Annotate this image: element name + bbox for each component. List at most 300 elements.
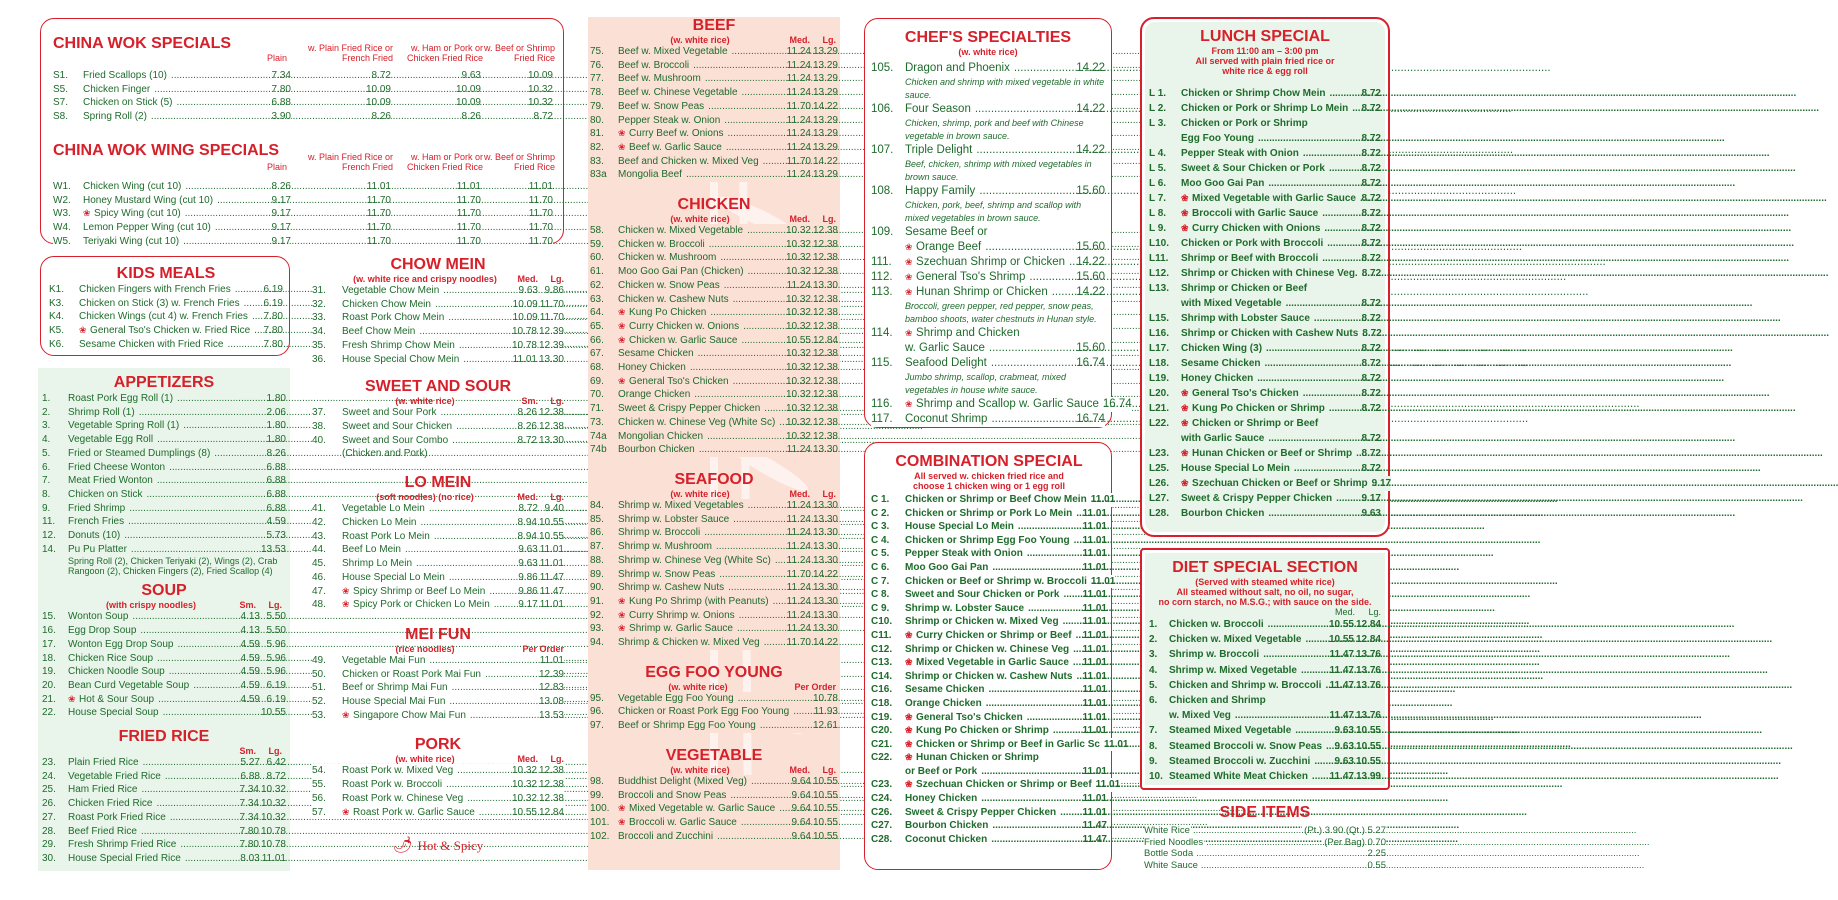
item-name-text: Curry Shrimp w. Onions bbox=[629, 609, 735, 621]
list-item bbox=[871, 575, 1107, 589]
item-number: 87. bbox=[590, 541, 604, 553]
list-item bbox=[53, 96, 553, 110]
item-name bbox=[905, 819, 1081, 833]
chefs-subtitle: (w. white rice) bbox=[958, 47, 1018, 57]
vg-size-lg: Lg. bbox=[822, 764, 836, 775]
list-item bbox=[1149, 769, 1381, 784]
item-name bbox=[1181, 311, 1360, 326]
item-number: 8. bbox=[42, 488, 51, 500]
item-name bbox=[1169, 693, 1325, 708]
chili-icon: ❀ bbox=[342, 709, 353, 720]
list-item bbox=[590, 155, 838, 169]
list-item bbox=[590, 347, 838, 361]
item-name-text: Beef w. Chinese Vegetable bbox=[618, 87, 738, 99]
list-item bbox=[590, 72, 838, 86]
item-name bbox=[618, 719, 811, 733]
item-name bbox=[618, 168, 781, 182]
item-name-text: General Tso's Chicken bbox=[629, 375, 729, 387]
list-item bbox=[871, 225, 1105, 240]
chili-icon: ❀ bbox=[905, 272, 916, 282]
list-item bbox=[590, 416, 838, 430]
list-item bbox=[1149, 663, 1381, 678]
beef-title: BEEF bbox=[692, 17, 736, 34]
item-name bbox=[342, 709, 537, 723]
list-item bbox=[871, 270, 1105, 285]
item-name bbox=[342, 778, 507, 792]
item-name bbox=[68, 652, 234, 666]
list-item bbox=[590, 816, 838, 830]
item-name-text: Honey Chicken bbox=[1181, 373, 1254, 384]
item-number: 79. bbox=[590, 100, 604, 112]
item-name-text: Roast Pork Fried Rice bbox=[68, 811, 166, 823]
item-name bbox=[342, 598, 508, 612]
item-number: L22. bbox=[1149, 418, 1170, 429]
item-number: K6. bbox=[49, 338, 65, 350]
list-item bbox=[871, 765, 1107, 779]
item-number: 38. bbox=[312, 420, 326, 432]
list-item bbox=[590, 443, 838, 457]
item-name bbox=[83, 96, 255, 110]
list-item bbox=[590, 554, 838, 568]
item-name-text: Beef w. Mixed Vegetable bbox=[618, 46, 728, 57]
item-number: L13. bbox=[1149, 283, 1170, 294]
list-item bbox=[871, 602, 1107, 616]
list-item bbox=[871, 751, 1107, 765]
item-name-text: Dragon and Phoenix bbox=[905, 62, 1010, 74]
item-number: 20. bbox=[42, 679, 56, 691]
item-name bbox=[618, 499, 781, 513]
item-name bbox=[905, 326, 1103, 341]
pork-subtitle: (w. white rice) bbox=[395, 754, 455, 765]
item-name bbox=[618, 155, 781, 169]
item-name-text: Shrimp w. Mixed Vegetables bbox=[618, 499, 744, 511]
item-name-text: Broccoli with Garlic Sauce bbox=[1192, 208, 1319, 219]
item-number: 47. bbox=[312, 585, 326, 597]
item-name bbox=[618, 443, 781, 457]
item-number: 26. bbox=[42, 798, 56, 810]
item-name-text: Steamed Broccoli w. Zucchini bbox=[1169, 755, 1311, 767]
item-number: 98. bbox=[590, 775, 604, 787]
item-number: 83. bbox=[590, 155, 604, 167]
list-item bbox=[42, 679, 286, 693]
list-item bbox=[590, 636, 838, 650]
item-number: L19. bbox=[1149, 373, 1170, 384]
lunch-subtitle-1: From 11:00 am – 3:00 pm bbox=[1211, 46, 1319, 56]
ck-size-med: Med. bbox=[789, 214, 810, 225]
item-number: S7. bbox=[53, 97, 69, 109]
china-wok-specials-title: CHINA WOK SPECIALS bbox=[53, 35, 232, 52]
list-item bbox=[49, 338, 283, 352]
lunch-subtitle-3: white rice & egg roll bbox=[1222, 66, 1308, 76]
item-name-text: Szechuan Chicken or Beef or Shrimp bbox=[1192, 478, 1368, 489]
item-name bbox=[1181, 116, 1379, 131]
item-number: C22. bbox=[871, 752, 893, 764]
item-name bbox=[618, 609, 781, 623]
item-number bbox=[1149, 296, 1181, 311]
item-number: 45. bbox=[312, 558, 326, 570]
item-name-text: Beef Lo Mein bbox=[342, 544, 401, 556]
list-item bbox=[312, 434, 564, 448]
item-name bbox=[618, 568, 781, 582]
list-item bbox=[871, 507, 1107, 521]
item-number: C 4. bbox=[871, 534, 890, 546]
item-name bbox=[618, 430, 781, 444]
diet-size-med: Med. bbox=[1334, 607, 1355, 617]
item-name bbox=[1169, 739, 1324, 754]
bf-size-lg: Lg. bbox=[822, 35, 836, 45]
chili-icon: ❀ bbox=[1181, 208, 1192, 218]
item-name bbox=[1181, 296, 1360, 311]
chili-icon: ❀ bbox=[905, 629, 916, 640]
item-number: 94. bbox=[590, 637, 604, 649]
item-name bbox=[1181, 461, 1360, 476]
beef-subtitle: (w. white rice) bbox=[670, 35, 730, 45]
item-name bbox=[618, 775, 781, 789]
list-item bbox=[1149, 326, 1381, 341]
item-name-text: Roast Pork w. Mixed Veg bbox=[342, 765, 454, 777]
item-name-text: Shrimp Lo Mein bbox=[342, 558, 413, 570]
item-number: 65. bbox=[590, 320, 604, 332]
item-name-text: Chicken and Shrimp w. Broccoli bbox=[1169, 679, 1322, 691]
item-name-text: Sesame Chicken bbox=[905, 684, 985, 696]
item-name bbox=[905, 765, 1081, 779]
bf-size-med: Med. bbox=[789, 35, 810, 45]
item-name-text: Curry Beef w. Onions bbox=[629, 128, 724, 140]
item-number: 53. bbox=[312, 709, 326, 721]
item-name bbox=[905, 806, 1081, 820]
list-item bbox=[590, 568, 838, 582]
item-name-text: House Special Lo Mein bbox=[342, 571, 445, 583]
item-number: C 7. bbox=[871, 575, 890, 587]
center-pink-panel bbox=[588, 17, 840, 870]
list-item bbox=[871, 738, 1107, 752]
item-name-text: Sesame Chicken bbox=[1181, 358, 1261, 369]
item-name-text: Chicken w. Snow Peas bbox=[618, 279, 720, 291]
item-name bbox=[68, 706, 233, 720]
item-number: C 2. bbox=[871, 507, 890, 519]
item-name-text: Hot & Sour Soup bbox=[79, 693, 155, 705]
item-number: 97. bbox=[590, 720, 604, 732]
chili-icon: ❀ bbox=[342, 599, 353, 610]
list-item bbox=[590, 789, 838, 803]
item-name bbox=[68, 756, 234, 770]
chili-icon: ❀ bbox=[905, 779, 916, 790]
list-item bbox=[53, 110, 553, 124]
item-name bbox=[1181, 236, 1360, 251]
item-name-text: Seafood Delight bbox=[905, 357, 987, 369]
item-name bbox=[618, 306, 781, 320]
item-name-text: Moo Goo Gai Pan bbox=[905, 561, 989, 573]
list-item bbox=[42, 693, 286, 707]
item-name-text: Chicken on Stick (5) bbox=[83, 97, 173, 109]
item-name-text: Shrimp & Chicken w. Mixed Veg bbox=[618, 637, 760, 649]
item-price bbox=[1103, 225, 1105, 240]
item-name bbox=[68, 529, 265, 543]
combo-title: COMBINATION SPECIAL bbox=[895, 453, 1083, 470]
list-item bbox=[1149, 206, 1381, 221]
efy-size-label: Per Order bbox=[794, 681, 836, 692]
item-name-text: Roast Pork Lo Mein bbox=[342, 530, 430, 542]
item-name-text: Spicy Wing (cut 10) bbox=[94, 208, 181, 220]
item-name bbox=[1181, 251, 1360, 266]
list-item bbox=[1149, 311, 1381, 326]
lm-size-lg: Lg. bbox=[550, 492, 564, 503]
chili-icon: ❀ bbox=[68, 693, 79, 704]
soup-size-lg: Lg. bbox=[268, 600, 282, 611]
chow-mein-list bbox=[312, 284, 564, 366]
item-name-text: Beef Fried Rice bbox=[68, 825, 137, 837]
item-name-text: Ham Fried Rice bbox=[68, 784, 138, 796]
item-name bbox=[68, 461, 265, 475]
item-number: 64. bbox=[590, 307, 604, 319]
item-name bbox=[342, 284, 508, 298]
item-name-text: Chicken or Beef or Shrimp w. Broccoli bbox=[905, 575, 1087, 587]
item-number: C 8. bbox=[871, 589, 890, 601]
chefs-list bbox=[871, 61, 1105, 427]
list-item bbox=[590, 59, 838, 73]
item-name bbox=[342, 695, 537, 709]
list-item bbox=[312, 571, 564, 585]
list-item bbox=[871, 341, 1105, 356]
item-number: S5. bbox=[53, 83, 69, 95]
list-item bbox=[42, 811, 286, 825]
list-item bbox=[590, 361, 838, 375]
list-item bbox=[312, 792, 564, 806]
combo-subtitle-2: choose 1 chicken wing or 1 egg roll bbox=[912, 481, 1066, 491]
item-number: 33. bbox=[312, 312, 326, 324]
item-number: 15. bbox=[42, 611, 56, 623]
item-name bbox=[342, 543, 508, 557]
item-name bbox=[1181, 221, 1360, 236]
item-name-text: Shrimp or Chicken w. Chinese Veg bbox=[905, 643, 1070, 655]
item-number: L 9. bbox=[1149, 223, 1167, 234]
list-item bbox=[590, 100, 838, 114]
item-name-text: Shrimp w. Cashew Nuts bbox=[618, 582, 725, 594]
item-name bbox=[618, 100, 781, 114]
item-name-text: Chicken w. Mixed Vegetable bbox=[618, 225, 744, 237]
item-number: 31. bbox=[312, 285, 326, 296]
item-number: 81. bbox=[590, 128, 604, 140]
item-number: 78. bbox=[590, 87, 604, 99]
list-item bbox=[1144, 860, 1386, 872]
chicken-subtitle: (w. white rice) bbox=[670, 214, 730, 225]
item-number: L 4. bbox=[1149, 148, 1167, 159]
item-number: 52. bbox=[312, 696, 326, 708]
item-name bbox=[905, 61, 1074, 76]
list-item bbox=[590, 402, 838, 416]
item-name-text: Shrimp w. Broccoli bbox=[1169, 649, 1260, 661]
item-name-text: Shrimp Roll (1) bbox=[68, 406, 135, 418]
item-name bbox=[618, 513, 781, 527]
item-name-text: Broccoli and Zucchini bbox=[618, 830, 714, 842]
soup-title: SOUP bbox=[141, 582, 187, 600]
list-item bbox=[1149, 146, 1381, 161]
list-item bbox=[1149, 693, 1381, 708]
item-number: 113. bbox=[871, 286, 893, 298]
item-number: 25. bbox=[42, 784, 56, 796]
list-item bbox=[312, 709, 564, 723]
item-number: 59. bbox=[590, 238, 604, 250]
fr-size-lg: Lg. bbox=[268, 746, 282, 757]
item-name bbox=[68, 838, 233, 852]
chili-icon: ❀ bbox=[905, 725, 916, 736]
item-name-text: Hunan Chicken or Shrimp bbox=[916, 752, 1039, 764]
vegetable-list bbox=[590, 775, 838, 844]
item-name bbox=[905, 792, 1081, 806]
item-name bbox=[618, 816, 781, 830]
item-name bbox=[68, 392, 265, 406]
item-number: 44. bbox=[312, 544, 326, 556]
item-number: 27. bbox=[42, 811, 56, 823]
item-name bbox=[618, 320, 781, 334]
item-name bbox=[905, 711, 1081, 725]
item-name-text: Beef and Chicken w. Mixed Veg bbox=[618, 155, 759, 167]
item-number: 70. bbox=[590, 389, 604, 401]
item-number: L 7. bbox=[1149, 193, 1167, 204]
item-name bbox=[1169, 617, 1324, 632]
item-number: 76. bbox=[590, 59, 604, 71]
item-name-text: Chicken or Roast Pork Egg Foo Young bbox=[618, 706, 790, 718]
list-item bbox=[42, 419, 286, 433]
item-price bbox=[1379, 416, 1381, 431]
item-name bbox=[618, 416, 781, 430]
item-number: 40. bbox=[312, 434, 326, 446]
list-item bbox=[871, 356, 1105, 371]
item-name-text: Vegetable Mai Fun bbox=[342, 654, 426, 666]
list-item bbox=[1149, 341, 1381, 356]
list-item bbox=[590, 609, 838, 623]
item-name-text: Roast Pork Chow Mein bbox=[342, 312, 445, 324]
item-name-text: Sweet and Sour Chicken bbox=[342, 420, 453, 432]
item-name-text: Beef w. Mushroom bbox=[618, 73, 701, 85]
item-description: Chicken, pork, beef, shrimp and scallop with mixed vegetables in brown sauce. bbox=[905, 200, 1082, 223]
chili-icon: ❀ bbox=[83, 208, 94, 219]
item-number: L 6. bbox=[1149, 178, 1167, 189]
item-name-text: Pu Pu Platter bbox=[68, 543, 127, 555]
item-number: 1. bbox=[42, 393, 51, 404]
item-number: L28. bbox=[1149, 508, 1170, 519]
item-number bbox=[871, 341, 905, 356]
item-name bbox=[68, 638, 234, 652]
list-item bbox=[42, 392, 286, 406]
item-name-text: Mixed Vegetable with Garlic Sauce bbox=[1192, 193, 1356, 204]
item-name bbox=[618, 402, 781, 416]
item-name bbox=[618, 540, 781, 554]
item-name-text: Kung Po Shrimp (with Peanuts) bbox=[629, 595, 769, 607]
item-name-text: Shrimp w. Lobster Sauce bbox=[905, 602, 1025, 614]
item-number: 23. bbox=[42, 757, 56, 769]
item-name bbox=[68, 665, 234, 679]
item-number: C27. bbox=[871, 820, 893, 832]
item-number: L 2. bbox=[1149, 103, 1167, 114]
item-number: 11. bbox=[42, 516, 56, 528]
item-name bbox=[905, 629, 1081, 643]
item-number: 49. bbox=[312, 654, 326, 666]
cws-header-3: w. Beef or Shrimp Fried Rice bbox=[483, 43, 555, 63]
item-number: 99. bbox=[590, 789, 604, 801]
item-name bbox=[68, 433, 265, 447]
item-name-text: Sweet and Sour Combo bbox=[342, 434, 449, 446]
item-number: 88. bbox=[590, 554, 604, 566]
item-name-text: Beef w. Snow Peas bbox=[618, 100, 705, 112]
list-item bbox=[42, 756, 286, 770]
item-name-text: Steamed White Meat Chicken bbox=[1169, 771, 1308, 783]
item-name-text: Chicken or Pork or Shrimp bbox=[1181, 118, 1308, 129]
list-item bbox=[871, 412, 1105, 427]
list-item bbox=[1149, 236, 1381, 251]
item-number: L25. bbox=[1149, 463, 1170, 474]
combination-special-box bbox=[864, 442, 1112, 870]
item-number: L12. bbox=[1149, 268, 1170, 279]
list-item bbox=[312, 298, 564, 312]
item-number: 68. bbox=[590, 362, 604, 374]
item-name bbox=[905, 724, 1081, 738]
item-name-text: Bourbon Chicken bbox=[618, 444, 695, 456]
item-name bbox=[618, 636, 781, 650]
item-name bbox=[618, 141, 781, 155]
item-name bbox=[618, 802, 781, 816]
list-item bbox=[590, 499, 838, 513]
item-name bbox=[68, 515, 265, 529]
item-number: 58. bbox=[590, 225, 604, 237]
item-number: C11. bbox=[871, 629, 892, 641]
list-item bbox=[871, 711, 1107, 725]
item-number: 51. bbox=[312, 682, 326, 694]
item-number: 74a bbox=[590, 430, 607, 442]
item-name-text: General Tso's Shrimp bbox=[916, 271, 1026, 283]
item-name bbox=[1181, 356, 1360, 371]
ss-size-lg: Lg. bbox=[550, 396, 564, 407]
item-name-text: Spring Roll (2) bbox=[83, 111, 147, 123]
item-name-text: Roast Pork w. Broccoli bbox=[342, 779, 443, 791]
list-item bbox=[871, 561, 1107, 575]
list-item bbox=[871, 806, 1107, 820]
list-item bbox=[1149, 754, 1381, 769]
ck-size-lg: Lg. bbox=[822, 214, 836, 225]
item-number: K1. bbox=[49, 284, 65, 295]
chili-icon: ❀ bbox=[618, 375, 629, 386]
list-item bbox=[871, 143, 1105, 158]
item-number: L 3. bbox=[1149, 118, 1167, 129]
item-name bbox=[618, 622, 781, 636]
list-item bbox=[53, 69, 553, 83]
item-name-text: Spicy Pork or Chicken Lo Mein bbox=[353, 599, 490, 611]
item-name-text: Lemon Pepper Wing (cut 10) bbox=[83, 221, 211, 233]
item-name-text: Beef or Shrimp Mai Fun bbox=[342, 682, 448, 694]
item-name bbox=[79, 310, 262, 324]
list-item bbox=[590, 45, 838, 59]
list-item bbox=[1149, 116, 1381, 131]
item-name bbox=[905, 285, 1074, 300]
item-name-text: Roast Pork w. Chinese Veg bbox=[342, 792, 464, 804]
chili-icon: ❀ bbox=[79, 325, 90, 336]
item-name bbox=[1169, 769, 1324, 784]
item-name bbox=[618, 692, 811, 706]
item-name bbox=[342, 681, 537, 695]
ss-size-sm: Sm. bbox=[521, 396, 538, 407]
list-item bbox=[42, 783, 286, 797]
beef-list bbox=[590, 45, 838, 182]
list-item bbox=[871, 819, 1107, 833]
item-number: C28. bbox=[871, 833, 893, 845]
item-name-text: Coconut Shrimp bbox=[905, 413, 988, 425]
item-name bbox=[83, 221, 255, 235]
item-description: Chicken, shrimp, pork and beef with Chinese vegetable in brown sauce. bbox=[905, 118, 1084, 141]
item-price bbox=[1379, 281, 1381, 296]
item-name bbox=[79, 338, 262, 352]
item-name-text: Szechuan Chicken or Shrimp or Beef bbox=[916, 779, 1092, 791]
item-name bbox=[905, 225, 1103, 240]
